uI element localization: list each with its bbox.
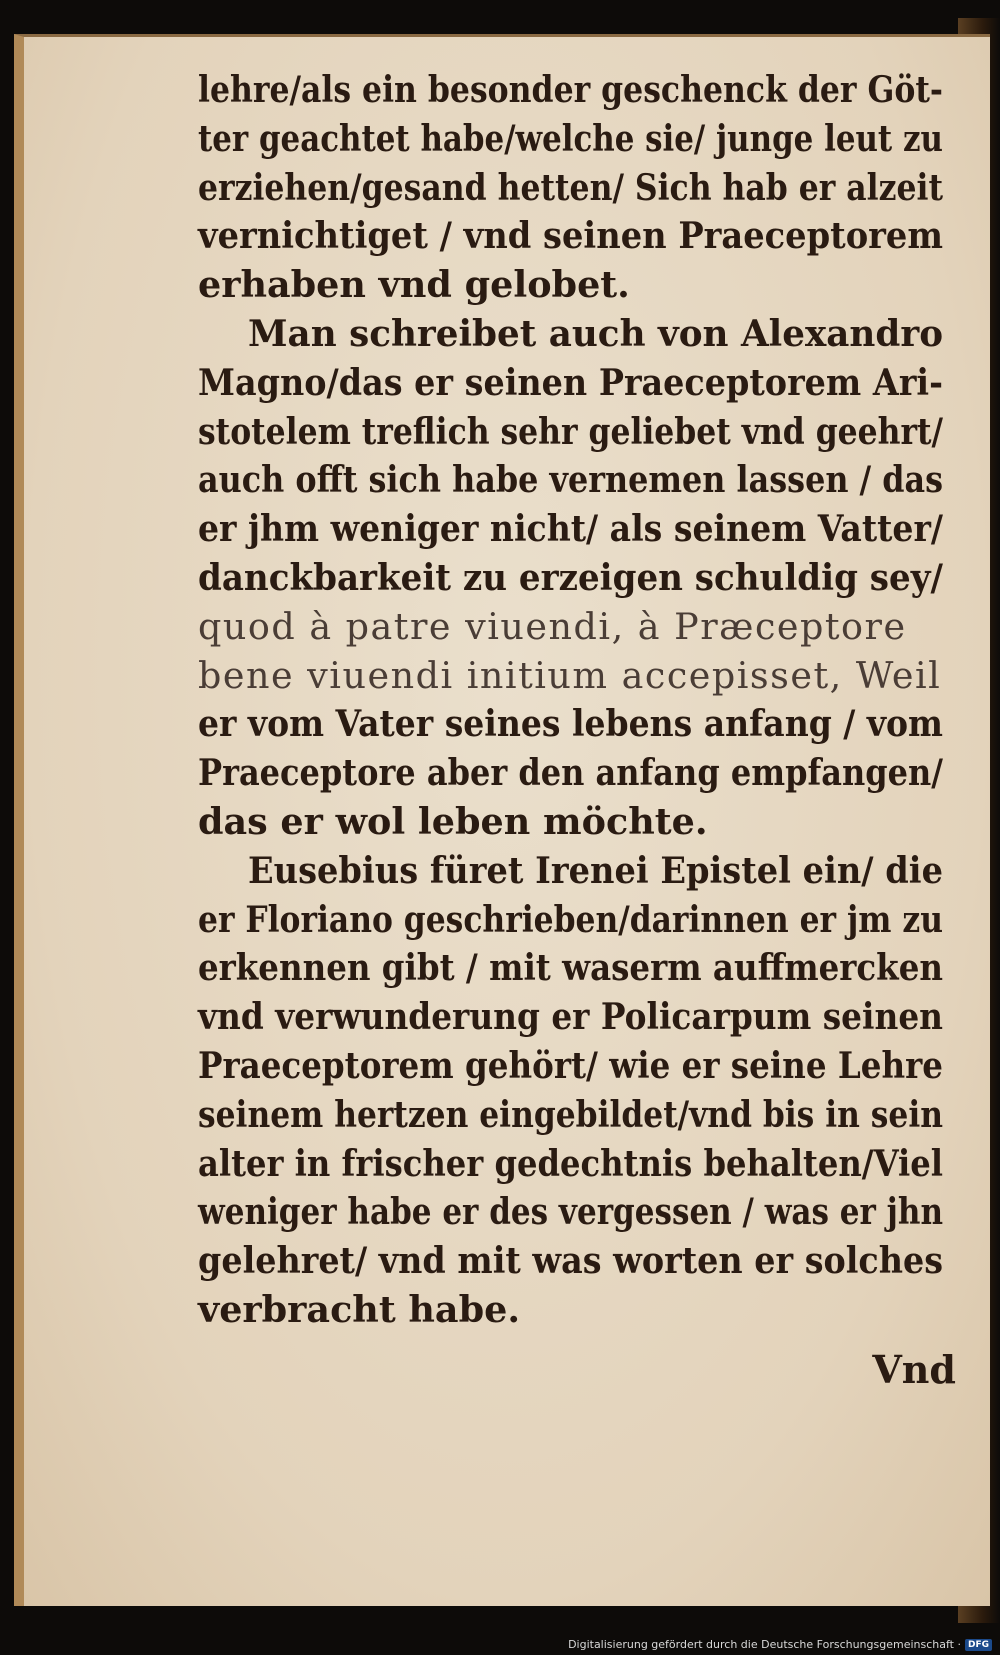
text-line-content: erhaben vnd gelobet. [198, 263, 630, 307]
dfg-logo: DFG [965, 1639, 992, 1651]
text-line-content: Praeceptore aber den anfang empfangen/ [198, 751, 943, 795]
text-line-content: vernichtiget / vnd seinen Praeceptorem [198, 214, 944, 258]
text-line [198, 115, 958, 164]
text-line [198, 944, 958, 993]
text-line-content: gelehret/ vnd mit was worten er solches [198, 1239, 944, 1283]
text-line-content: erziehen/gesand hetten/ Sich hab er alzeit [198, 165, 943, 209]
text-line-content: er jhm weniger nicht/ als seinem Vatter/ [198, 507, 943, 551]
text-line [198, 1286, 958, 1335]
text-line [198, 652, 958, 701]
text-line [198, 310, 958, 359]
credit-text: Digitalisierung gefördert durch die Deutsche Forschungsgemeinschaft · [568, 1638, 961, 1651]
text-line-content: bene viuendi initium accepisset, Weil [198, 653, 942, 697]
text-line [198, 700, 958, 749]
text-line-content: alter in frischer gedechtnis behalten/Viel [198, 1141, 943, 1185]
text-line-content: Magno/das er seinen Praeceptorem Ari‑ [198, 360, 943, 404]
text-line [198, 847, 958, 896]
text-line [198, 993, 958, 1042]
text-line-content: seinem hertzen eingebildet/vnd bis in sein [198, 1092, 944, 1136]
text-line [198, 749, 958, 798]
catchword: Vnd [872, 1347, 956, 1392]
text-line-content: das er wol leben möchte. [198, 799, 708, 843]
text-line-content: danckbarkeit zu erzeigen schuldig sey/ [198, 555, 943, 599]
page-text [198, 66, 958, 1335]
text-line-content: Eusebius füret Irenei Epistel ein/ die [248, 848, 944, 892]
text-line [198, 408, 958, 457]
text-line [198, 798, 958, 847]
text-line [198, 896, 958, 945]
text-line-content: lehre/als ein besonder geschenck der Göt‑ [198, 68, 943, 111]
text-line [198, 359, 958, 408]
text-line-content: quod à patre viuendi, à Præceptore [198, 604, 907, 648]
text-line [198, 1140, 958, 1189]
text-line [198, 212, 958, 261]
text-line [198, 1091, 958, 1140]
digitization-credit [568, 1638, 992, 1651]
text-line-content: er vom Vater seines lebens anfang / vom [198, 702, 944, 746]
text-line [198, 554, 958, 603]
text-line-content: erkennen gibt / mit waserm auffmercken [198, 946, 943, 990]
text-line-content: vnd verwunderung er Policarpum seinen [198, 995, 944, 1039]
text-line-content: verbracht habe. [198, 1287, 521, 1331]
text-line-content: stotelem treflich sehr geliebet vnd geehrt/ [198, 409, 944, 453]
text-line-content: auch offt sich habe vernemen lassen / das [198, 458, 944, 502]
text-line-content: Praeceptorem gehört/ wie er seine Lehre [198, 1043, 943, 1087]
text-line [198, 603, 958, 652]
text-line [198, 66, 958, 115]
text-line-content: ter geachtet habe/welche sie/ junge leut zu [198, 116, 943, 160]
text-line [198, 1188, 958, 1237]
text-line-content: weniger habe er des vergessen / was er jhn [198, 1190, 944, 1234]
text-line [198, 1042, 958, 1091]
text-line [198, 456, 958, 505]
text-line [198, 164, 958, 213]
text-line-content: er Floriano geschrieben/darinnen er jm zu [198, 897, 943, 941]
text-line [198, 505, 958, 554]
text-line-content: Man schreibet auch von Alexandro [248, 311, 944, 355]
text-line [198, 1237, 958, 1286]
text-line [198, 261, 958, 310]
